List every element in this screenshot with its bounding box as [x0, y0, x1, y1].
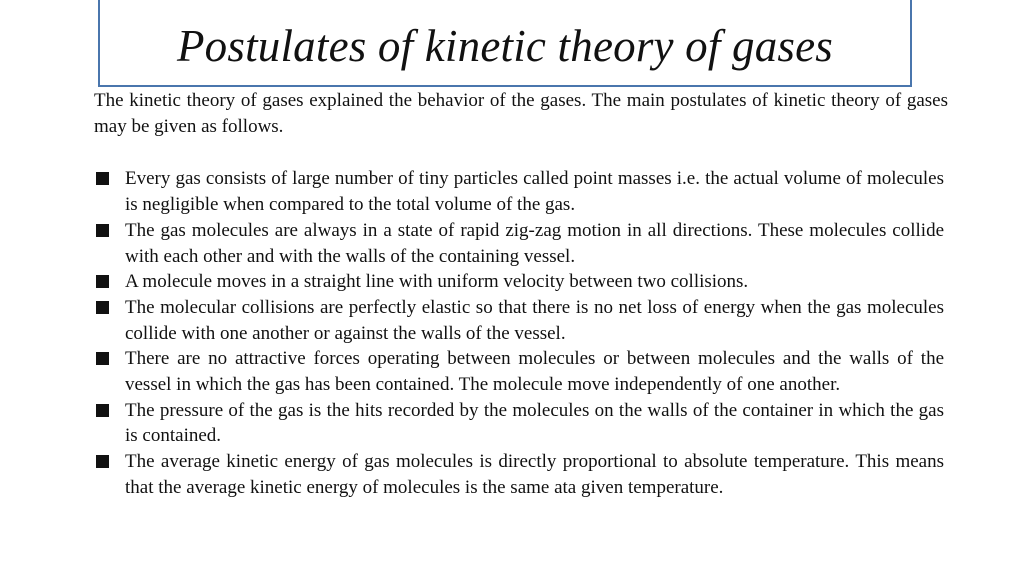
- list-item: [94, 449, 944, 500]
- square-bullet-icon: [96, 275, 109, 288]
- square-bullet-icon: [96, 172, 109, 185]
- list-item-text: The pressure of the gas is the hits recorded by the molecules on the walls of the container in which the gas is contained.: [125, 399, 944, 447]
- list-item: [94, 295, 944, 346]
- square-bullet-icon: [96, 224, 109, 237]
- list-item-text: The molecular collisions are perfectly elastic so that there is no net loss of energy when the gas molecules collide with one another or against the walls of the vessel.: [125, 296, 944, 344]
- slide-title: Postulates of kinetic theory of gases: [176, 20, 834, 71]
- list-item-text: The gas molecules are always in a state of rapid zig-zag motion in all directions. These molecules collide with each other and with the walls of the containing vessel.: [125, 219, 944, 267]
- list-item: [94, 346, 944, 397]
- square-bullet-icon: [96, 352, 109, 365]
- list-item: [94, 269, 944, 295]
- list-item: [94, 166, 944, 217]
- list-item-text: Every gas consists of large number of tiny particles called point masses i.e. the actual volume of molecules is negligible when compared to the total volume of the gas.: [125, 168, 944, 216]
- square-bullet-icon: [96, 301, 109, 314]
- square-bullet-icon: [96, 404, 109, 417]
- square-bullet-icon: [96, 455, 109, 468]
- list-item-text: The average kinetic energy of gas molecules is directly proportional to absolute temperature. This means that the average kinetic energy of molecules is the same ata given temperature.: [125, 451, 944, 498]
- list-item-text: A molecule moves in a straight line with uniform velocity between two collisions.: [125, 271, 749, 293]
- slide-content: [94, 88, 948, 501]
- title-box: [98, 0, 912, 87]
- list-item: [94, 218, 944, 269]
- list-item: [94, 398, 944, 449]
- paragraph-spacer: [94, 139, 948, 166]
- postulates-list: [94, 166, 948, 500]
- intro-paragraph: The kinetic theory of gases explained the behavior of the gases. The main postulates of kinetic theory of gases may be given as follows.: [94, 90, 948, 137]
- list-item-text: There are no attractive forces operating between molecules or between molecules and the walls of the vessel in which the gas has been contained. The molecule move independently of one another.: [125, 348, 944, 396]
